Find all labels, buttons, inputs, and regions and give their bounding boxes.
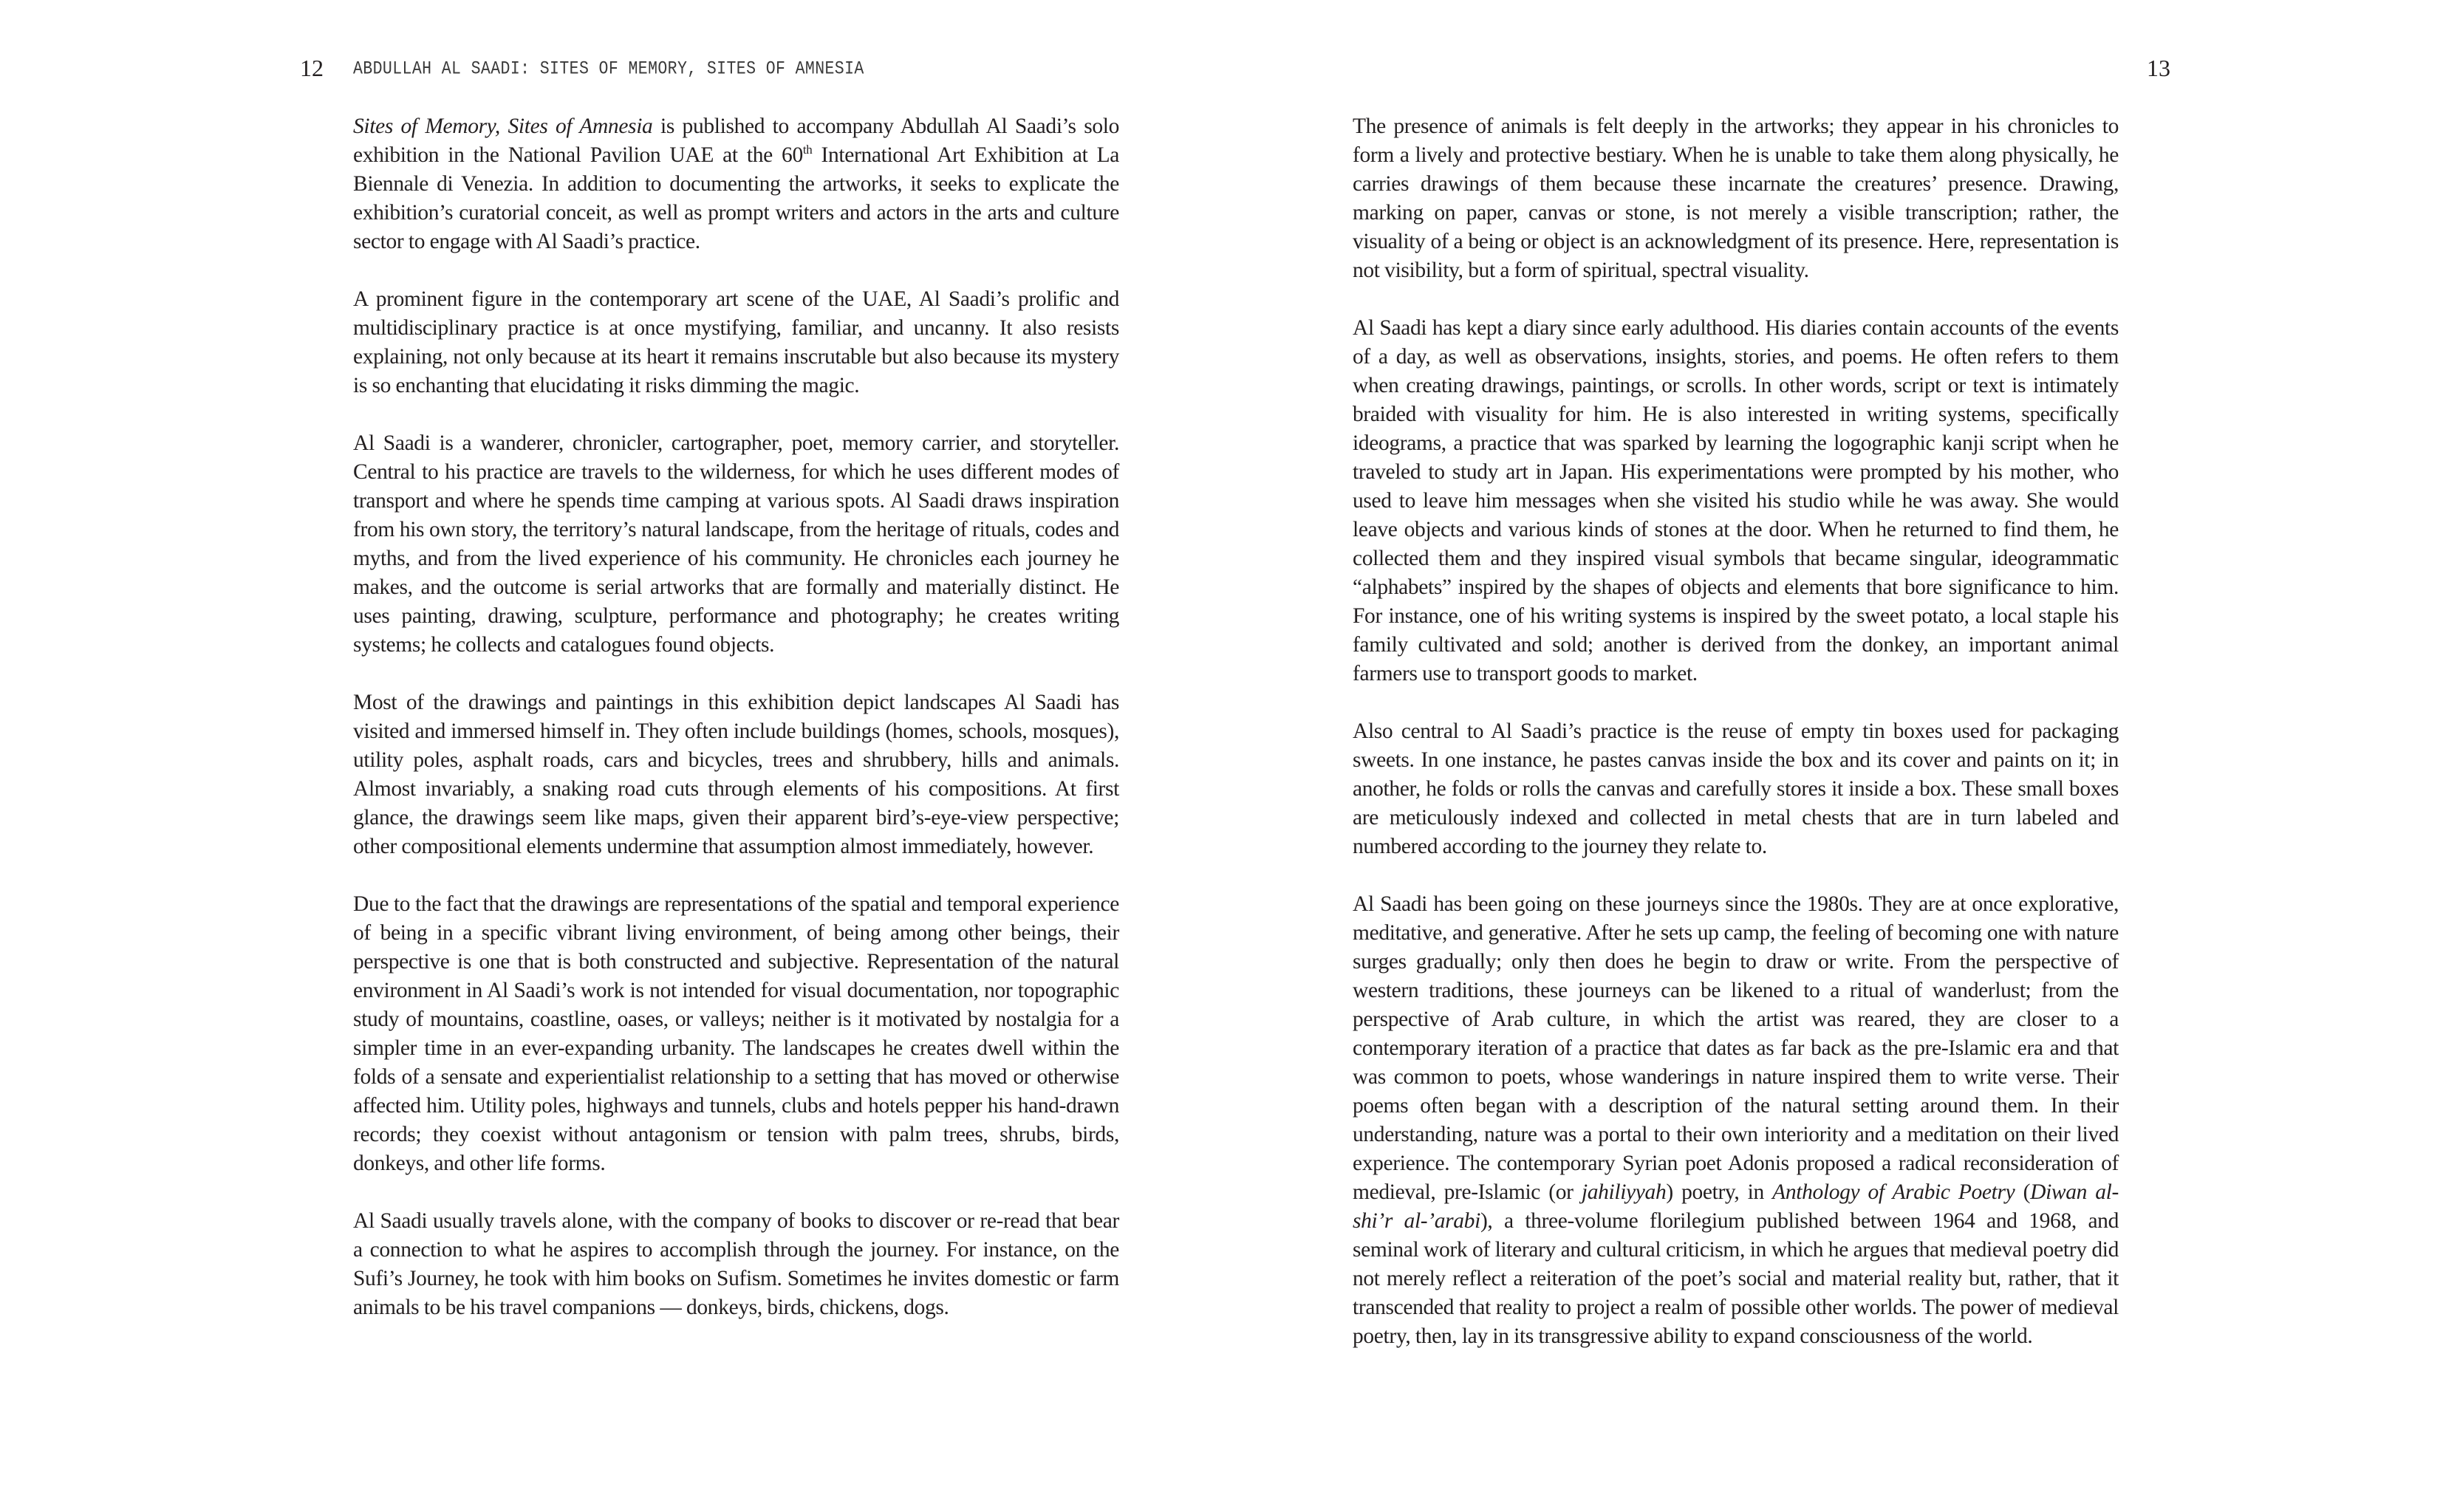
paragraph (353, 429, 1119, 660)
paragraph (353, 1207, 1119, 1322)
text-run: Al Saadi has been going on these journeys since the 1980s. They are at once explorative, meditative, and generative. After he sets up camp, the feeling of becoming one with nature surges gradually; only then does he begin to draw or write. From the perspective of western traditions, these journeys can be likened to a ritual of wanderlust; from the perspective of Arab culture, in which the artist was reared, they are closer to a contemporary iteration of a practice that dates as far back as the pre-Islamic era and that was common to poets, whose wanderings in nature inspired them to write verse. Their poems often began with a description of the natural setting around them. In their understanding, nature was a portal to their own interiority and a meditation on their lived experience. The contemporary Syrian poet Adonis proposed a radical reconsideration of medieval, pre-Islamic (or (1353, 892, 2119, 1204)
italic-title: Diwan al-shi’r al-’arabi (1353, 1180, 2119, 1233)
text-run: Due to the fact that the drawings are representations of the spatial and temporal experience of being in a specific vibrant living environment, of being among other beings, their perspective is one that is both constructed and subjective. Representation of the natural environment in Al Saadi’s work is not intended for visual documentation, nor topographic study of mountains, coastline, oases, or valleys; neither is it motivated by nostalgia for a simpler time in an ever-expanding urbanity. The landscapes he creates dwell within the folds of a sensate and experientialist relationship to a setting that has moved or otherwise affected him. Utility poles, highways and tunnels, clubs and hotels pepper his hand-drawn records; they coexist without antagonism or tension with palm trees, shrubs, birds, donkeys, and other life forms. (353, 892, 1119, 1175)
paragraph (353, 688, 1119, 861)
text-run: The presence of animals is felt deeply in the artworks; they appear in his chronicles to form a lively and protective bestiary. When he is unable to take them along physically, he carries drawings of them because these incarnate the creatures’ presence. Drawing, marking on paper, canvas or stone, is not merely a visible transcription; rather, the visuality of a being or object is an acknowledgment of its presence. Here, representation is not visibility, but a form of spiritual, spectral visuality. (1353, 114, 2119, 282)
text-run: International Art Exhibition at La Biennale di Venezia. In addition to documenting the artworks, it seeks to explicate the exhibition’s curatorial conceit, as well as prompt writers and actors in the arts and culture sector to engage with Al Saadi’s practice. (353, 143, 1119, 253)
page-number-left: 12 (300, 55, 324, 81)
italic-title: Sites of Memory, Sites of Amnesia (353, 114, 653, 138)
text-run: Most of the drawings and paintings in this exhibition depict landscapes Al Saadi has visited and immersed himself in. They often include buildings (homes, schools, mosques), utility poles, asphalt roads, cars and bicycles, trees and shrubbery, hills and animals. Almost invariably, a snaking road cuts through elements of his compositions. At first glance, the drawings seem like maps, given their apparent bird’s-eye-view perspective; other compositional elements undermine that assumption almost immediately, however. (353, 691, 1119, 858)
paragraph (1353, 112, 2119, 285)
superscript: th (802, 143, 813, 157)
paragraph (353, 890, 1119, 1178)
running-head: ABDULLAH AL SAADI: SITES OF MEMORY, SITES OF AMNESIA (353, 59, 864, 80)
paragraph (1353, 717, 2119, 861)
text-run: ( (2015, 1180, 2031, 1204)
paragraph (353, 285, 1119, 400)
italic-title: Anthology of Arabic Poetry (1772, 1180, 2015, 1204)
text-run: ), a three-volume florilegium published between 1964 and 1968, and seminal work of literary and cultural criticism, in which he argues that medieval poetry did not merely reflect a reiteration of the poet’s social and material reality but, rather, that it transcended that reality to project a realm of possible other worlds. The power of medieval poetry, then, lay in its transgressive ability to expand consciousness of the world. (1353, 1209, 2119, 1348)
paragraph (353, 112, 1119, 256)
paragraph (1353, 890, 2119, 1351)
left-page-body (353, 112, 1119, 1322)
text-run: A prominent figure in the contemporary art scene of the UAE, Al Saadi’s prolific and multidisciplinary practice is at once mystifying, familiar, and uncanny. It also resists explaining, not only because at its heart it remains inscrutable but also because its mystery is so enchanting that elucidating it risks dimming the magic. (353, 287, 1119, 397)
text-run: is published to accompany Abdullah Al Saadi’s solo exhibition in the National Pavilion UAE at the 60 (353, 114, 1119, 167)
italic-title: jahiliyyah (1581, 1180, 1667, 1204)
paragraph (1353, 314, 2119, 688)
page-number-right: 13 (2147, 55, 2170, 81)
text-run: ) poetry, in (1666, 1180, 1773, 1204)
text-run: Al Saadi has kept a diary since early adulthood. His diaries contain accounts of the events of a day, as well as observations, insights, stories, and poems. He often refers to them when creating drawings, paintings, or scrolls. In other words, script or text is intimately braided with visuality for him. He is also interested in writing systems, specifically ideograms, a practice that was sparked by learning the logographic kanji script when he traveled to study art in Japan. His experimentations were prompted by his mother, who used to leave him messages when she visited his studio while he was away. She would leave objects and various kinds of stones at the door. When he returned to find them, he collected them and they inspired visual symbols that became singular, ideogrammatic “alphabets” inspired by the shapes of objects and elements that bore significance to him. For instance, one of his writing systems is inspired by the sweet potato, a local staple his family cultivated and sold; another is derived from the donkey, an important animal farmers use to transport goods to market. (1353, 316, 2119, 685)
text-run: Al Saadi is a wanderer, chronicler, cartographer, poet, memory carrier, and storyteller. Central to his practice are travels to the wilderness, for which he uses different modes of transport and where he spends time camping at various spots. Al Saadi draws inspiration from his own story, the territory’s natural landscape, from the heritage of rituals, codes and myths, and from the lived experience of his community. He chronicles each journey he makes, and the outcome is serial artworks that are formally and materially distinct. He uses painting, drawing, sculpture, performance and photography; he creates writing systems; he collects and catalogues found objects. (353, 431, 1119, 657)
text-run: Also central to Al Saadi’s practice is the reuse of empty tin boxes used for packaging sweets. In one instance, he pastes canvas inside the box and its cover and paints on it; in another, he folds or rolls the canvas and carefully stores it inside a box. These small boxes are meticulously indexed and collected in metal chests that are in turn labeled and numbered according to the journey they relate to. (1353, 719, 2119, 858)
text-run: Al Saadi usually travels alone, with the company of books to discover or re-read that bear a connection to what he aspires to accomplish through the journey. For instance, on the Sufi’s Journey, he took with him books on Sufism. Sometimes he invites domestic or farm animals to be his travel companions — donkeys, birds, chickens, dogs. (353, 1209, 1119, 1319)
right-page-body (1353, 112, 2119, 1351)
